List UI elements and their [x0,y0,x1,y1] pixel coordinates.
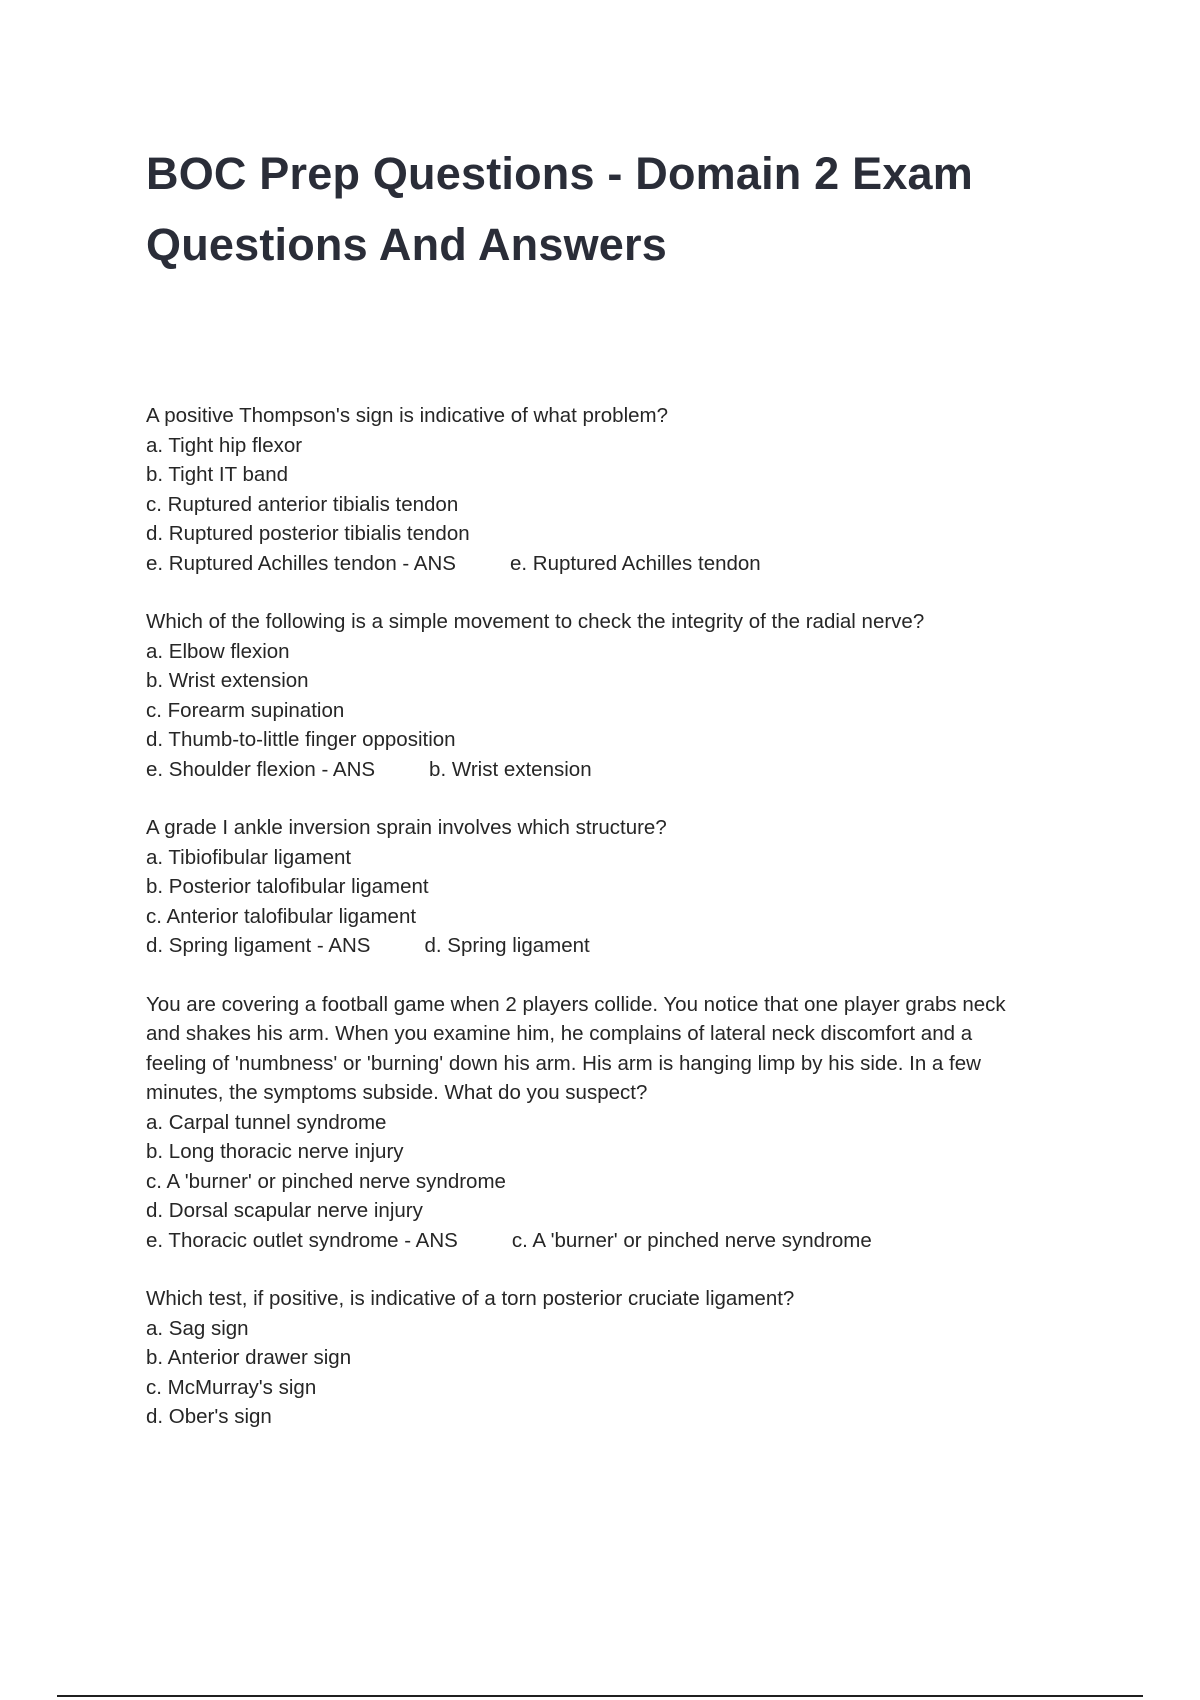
answer-key: b. Wrist extension [429,757,592,781]
option-b: b. Wrist extension [146,669,309,692]
option-c: c. Ruptured anterior tibialis tendon [146,492,459,516]
option-b: b. Anterior drawer sign [146,1346,352,1369]
option-a: a. Carpal tunnel syndrome [146,1110,387,1134]
question-4 [146,990,1106,1256]
question-stem-line: You are covering a football game when 2 players collide. You notice that one player grabs neck [146,992,1006,1016]
question-5 [146,1284,1106,1432]
answer-row [146,931,1106,961]
question-stem: Which test, if positive, is indicative of a torn posterior cruciate ligament? [146,1287,795,1310]
option-b: b. Tight IT band [146,463,289,486]
option-e: e. Ruptured Achilles tendon - ANS [146,551,456,575]
option-b: b. Long thoracic nerve injury [146,1140,404,1163]
option-d: d. Dorsal scapular nerve injury [146,1199,423,1222]
answer-row [146,755,1106,785]
answer-key: e. Ruptured Achilles tendon [509,551,761,575]
question-stem: A grade I ankle inversion sprain involves which structure? [146,816,667,839]
question-stem-line: feeling of 'numbness' or 'burning' down his arm. His arm is hanging limp by his side. In a few [146,1051,981,1075]
option-a: a. Tibiofibular ligament [146,845,352,869]
document-title: BOC Prep Questions - Domain 2 Exam Questions And Answers [146,148,973,270]
page-bottom-rule [57,1695,1143,1697]
option-d: d. Thumb-to-little finger opposition [146,728,456,751]
question-stem: A positive Thompson's sign is indicative of what problem? [146,404,668,427]
question-stem-line: minutes, the symptoms subside. What do you suspect? [146,1081,648,1104]
answer-row [146,549,1106,579]
option-c: c. Anterior talofibular ligament [146,904,417,928]
option-b: b. Posterior talofibular ligament [146,875,429,898]
question-2 [146,607,1106,784]
option-a: a. Sag sign [146,1316,249,1340]
answer-key: d. Spring ligament [424,934,590,957]
answer-row [146,1226,1106,1256]
option-e: e. Shoulder flexion - ANS [146,757,376,781]
answer-key: c. A 'burner' or pinched nerve syndrome [511,1228,872,1252]
option-d: d. Ober's sign [146,1405,272,1428]
option-d: d. Ruptured posterior tibialis tendon [146,522,470,545]
questions-list [146,401,1106,1461]
question-stem-line: and shakes his arm. When you examine him, he complains of lateral neck discomfort and a [146,1022,973,1045]
option-c: c. A 'burner' or pinched nerve syndrome [146,1169,506,1193]
option-d: d. Spring ligament - ANS [146,934,371,957]
option-a: a. Elbow flexion [146,639,290,663]
option-e: e. Thoracic outlet syndrome - ANS [146,1228,458,1252]
question-1 [146,401,1106,578]
question-3 [146,813,1106,961]
option-a: a. Tight hip flexor [146,433,303,457]
option-c: c. Forearm supination [146,698,345,722]
question-stem: Which of the following is a simple movement to check the integrity of the radial nerve? [146,610,925,633]
option-c: c. McMurray's sign [146,1375,317,1399]
